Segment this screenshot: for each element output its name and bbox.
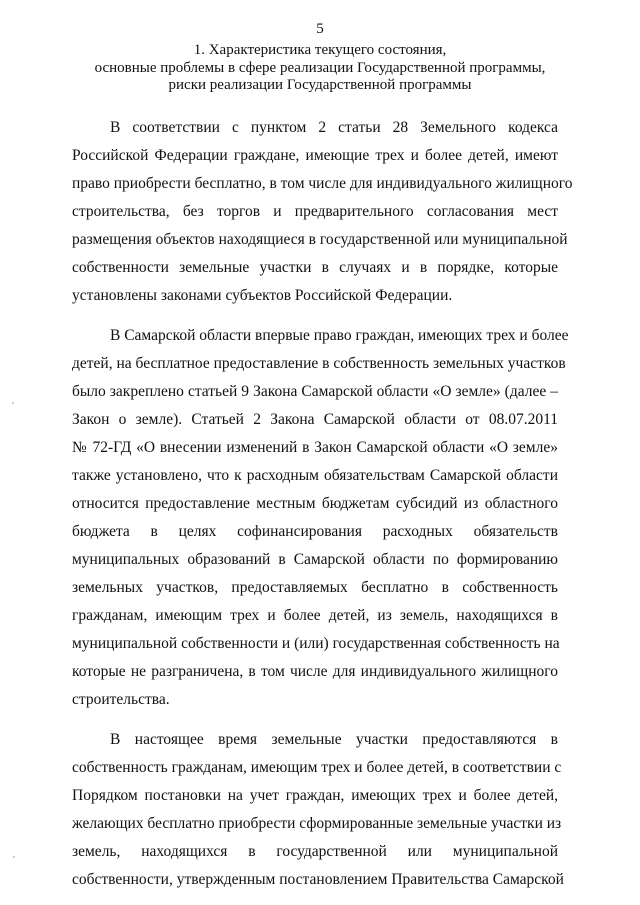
heading-line: риски реализации Государственной программы — [168, 77, 472, 93]
text-line: относится предоставление местным бюджетам субсидий из областного — [72, 495, 558, 512]
heading-line: 1. Характеристика текущего состояния, — [193, 42, 447, 58]
text-line: также установлено, что к расходным обязательствам Самарской области — [72, 467, 558, 484]
text-line: № 72-ГД «О внесении изменений в Закон Самарской области «О земле» — [72, 439, 558, 456]
text-line: было закреплено статьей 9 Закона Самарской области «О земле» (далее – — [72, 383, 558, 400]
section-heading — [60, 42, 580, 95]
text-line: муниципальной собственности и (или) государственная собственность на — [72, 635, 560, 652]
text-line: Российской Федерации граждане, имеющие трех и более детей, имеют — [72, 147, 558, 164]
text-line: размещения объектов находящиеся в государственной или муниципальной — [72, 231, 568, 248]
text-line: Закон о земле). Статьей 2 Закона Самарской области от 08.07.2011 — [72, 411, 558, 428]
text-line: установлены законами субъектов Российской Федерации. — [72, 287, 453, 304]
text-line: строительства, без торгов и предварительного согласования мест — [72, 203, 558, 220]
scan-speck — [13, 856, 15, 858]
text-line: земель, находящихся в государственной или муниципальной — [72, 843, 558, 860]
text-line: которые не разграничена, в том числе для индивидуального жилищного — [72, 663, 558, 680]
text-line: земельных участков, предоставляемых бесплатно в собственность — [72, 579, 558, 596]
text-line: муниципальных образований в Самарской области по формированию — [72, 551, 558, 568]
text-line: В Самарской области впервые право граждан, имеющих трех и более — [110, 327, 569, 344]
text-line: Порядком постановки на учет граждан, имеющих трех и более детей, — [72, 787, 558, 804]
text-line: детей, на бесплатное предоставление в собственность земельных участков — [72, 355, 566, 372]
page-number: 5 — [316, 21, 324, 37]
text-line: строительства. — [72, 691, 170, 708]
scan-speck — [12, 402, 14, 404]
heading-line: основные проблемы в сфере реализации Государственной программы, — [94, 59, 546, 76]
text-line: В соответствии с пунктом 2 статьи 28 Земельного кодекса — [110, 119, 558, 136]
text-line: желающих бесплатно приобрести сформированные земельные участки из — [72, 815, 562, 832]
text-line: собственность гражданам, имеющим трех и более детей, в соответствии с — [72, 759, 562, 776]
text-line: В настоящее время земельные участки предоставляются в — [110, 731, 558, 748]
text-line: собственности земельные участки в случаях и в порядке, которые — [72, 259, 558, 276]
text-line: гражданам, имеющим трех и более детей, из земель, находящихся в — [72, 607, 558, 624]
text-line: собственности, утвержденным постановлением Правительства Самарской — [72, 871, 564, 888]
text-line: право приобрести бесплатно, в том числе для индивидуального жилищного — [72, 175, 573, 192]
text-line: бюджета в целях софинансирования расходных обязательств — [72, 523, 558, 540]
